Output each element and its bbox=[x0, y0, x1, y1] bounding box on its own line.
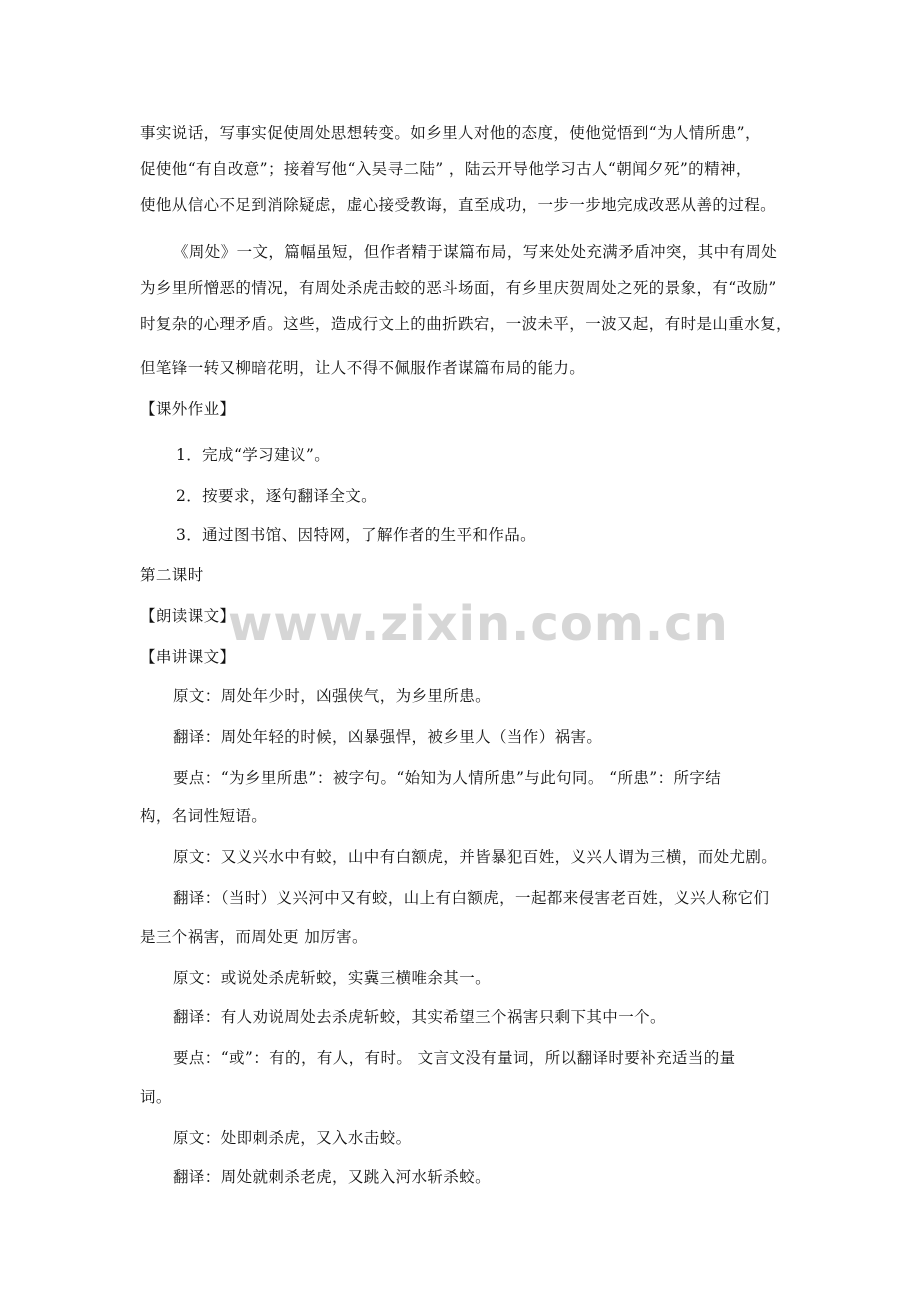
text-line: 原文：又义兴水中有蛟，山中有白额虎，并皆暴犯百姓，义兴人谓为三横，而处尤剧。 bbox=[173, 848, 778, 866]
homework-item-3: 3．通过图书馆、因特网，了解作者的生平和作品。 bbox=[176, 526, 537, 544]
lecture-heading: 【串讲课文】 bbox=[140, 648, 236, 666]
watermark: www.zixin.com.cn bbox=[228, 596, 729, 652]
homework-heading: 【课外作业】 bbox=[140, 400, 236, 418]
homework-item-1: 1．完成“学习建议”。 bbox=[176, 446, 331, 464]
text-line: 是三个祸害，而周处更 加厉害。 bbox=[140, 928, 368, 946]
paragraph-1-line-2: 促使他“有自改意”；接着写他“入吴寻二陆” ，陆云开导他学习古人“朝闻夕死”的精神， bbox=[140, 160, 752, 178]
text-line: 构，名词性短语。 bbox=[140, 807, 268, 825]
text-line: 要点：“或”：有的，有人，有时。 文言文没有量词，所以翻译时要补充适当的量 bbox=[173, 1049, 736, 1067]
reading-heading: 【朗读课文】 bbox=[140, 607, 236, 625]
paragraph-2-line-3: 时复杂的心理矛盾。这些，造成行文上的曲折跌宕，一波未平，一波又起，有时是山重水复， bbox=[140, 315, 792, 333]
homework-item-2: 2．按要求，逐句翻译全文。 bbox=[176, 487, 378, 505]
paragraph-1-line-3: 使他从信心不足到消除疑虑，虚心接受教诲，直至成功，一步一步地完成改恶从善的过程。 bbox=[140, 196, 777, 214]
lesson-two-title: 第二课时 bbox=[140, 566, 204, 584]
paragraph-2-line-4: 但笔锋一转又柳暗花明，让人不得不佩服作者谋篇布局的能力。 bbox=[140, 359, 586, 377]
paragraph-2-line-1: 《周处》一文，篇幅虽短，但作者精于谋篇布局，写来处处充满矛盾冲突，其中有周处 bbox=[173, 243, 778, 261]
text-line: 原文：或说处杀虎斩蛟，实冀三横唯余其一。 bbox=[173, 969, 492, 987]
text-line: 翻译：有人劝说周处去杀虎斩蛟，其实希望三个祸害只剩下其中一个。 bbox=[173, 1008, 666, 1026]
paragraph-1-line-1: 事实说话，写事实促使周处思想转变。如乡里人对他的态度，使他觉悟到“为人情所患”， bbox=[140, 124, 761, 142]
text-line: 翻译：周处年轻的时候，凶暴强悍，被乡里人（当作）祸害。 bbox=[173, 728, 603, 746]
text-line: 翻译：周处就刺杀老虎，又跳入河水斩杀蛟。 bbox=[173, 1168, 492, 1186]
paragraph-2-line-2: 为乡里所憎恶的情况，有周处杀虎击蛟的恶斗场面，有乡里庆贺周处之死的景象，有“改励” bbox=[140, 279, 777, 297]
text-line: 要点：“为乡里所患”：被字句。“始知为人情所患”与此句同。 “所患”：所字结 bbox=[173, 769, 722, 787]
text-line: 原文：周处年少时，凶强侠气，为乡里所患。 bbox=[173, 687, 492, 705]
text-line: 词。 bbox=[140, 1088, 172, 1106]
text-line: 原文：处即刺杀虎，又入水击蛟。 bbox=[173, 1129, 412, 1147]
text-line: 翻译：（当时）义兴河中又有蛟，山上有白额虎，一起都来侵害老百姓，义兴人称它们 bbox=[173, 889, 770, 907]
